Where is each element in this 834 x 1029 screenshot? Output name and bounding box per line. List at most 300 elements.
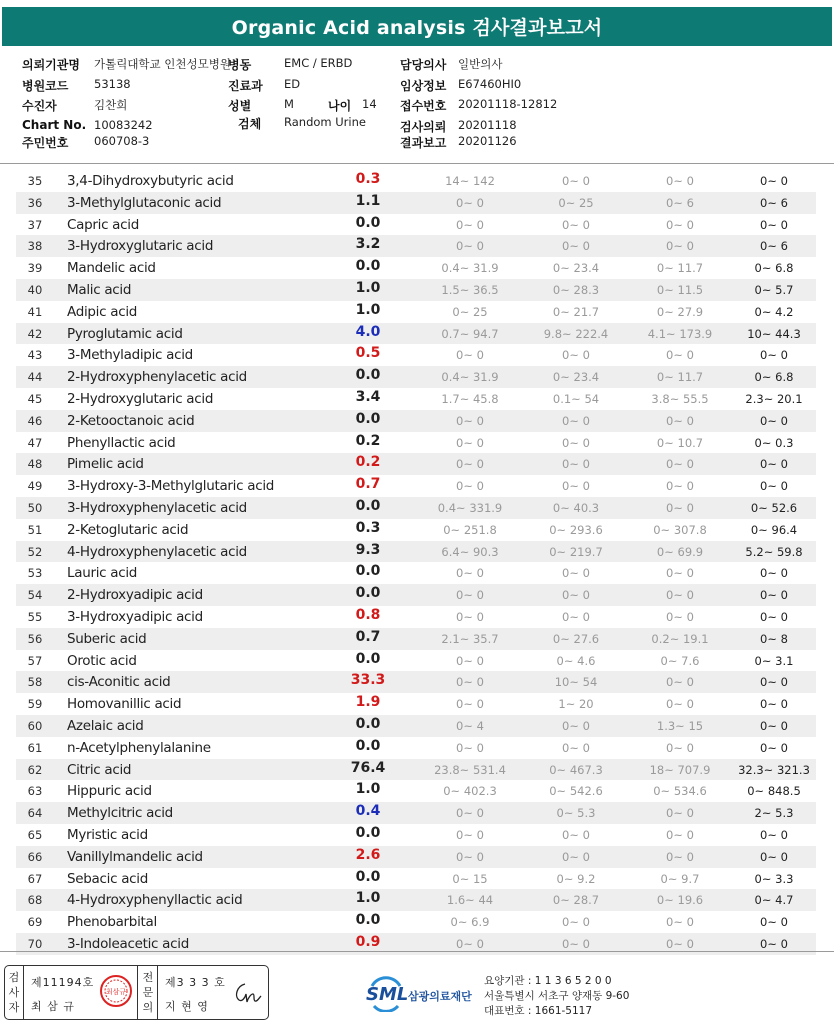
analyte-name: Suberic acid	[67, 630, 147, 647]
reference-range-2: 9.8~ 222.4	[543, 326, 609, 341]
examinee-label: 수진자	[22, 99, 57, 113]
reference-range-2: 0~ 0	[562, 239, 590, 254]
reference-range-2: 0~ 0	[562, 348, 590, 363]
table-row	[16, 562, 816, 584]
resident-label: 주민번호	[22, 136, 69, 150]
reference-range-1: 0~ 0	[456, 457, 484, 472]
result-value: 76.4	[350, 759, 386, 776]
reference-range-3: 0~ 0	[666, 479, 694, 494]
analyte-name: cis-Aconitic acid	[67, 674, 171, 691]
reference-range-2: 0~ 23.4	[552, 370, 600, 385]
row-number: 65	[27, 827, 43, 842]
reference-range-2: 0~ 25	[558, 195, 594, 210]
reference-range-3: 0~ 0	[666, 457, 694, 472]
result-value: 0.8	[355, 606, 381, 623]
sex-label: 성별	[228, 99, 252, 113]
row-number: 54	[27, 588, 43, 603]
analyte-name: 4-Hydroxyphenyllactic acid	[67, 892, 243, 909]
analyte-name: Phenyllactic acid	[67, 434, 176, 451]
analyte-name: 3-Hydroxyphenylacetic acid	[67, 499, 247, 516]
row-number: 67	[27, 871, 43, 886]
result-value: 1.0	[355, 279, 381, 296]
table-row	[16, 475, 816, 497]
reference-range-1: 0~ 0	[456, 675, 484, 690]
analyte-name: Lauric acid	[67, 565, 138, 582]
table-row	[16, 344, 816, 366]
inspector-role: 검사자	[8, 971, 20, 1014]
reference-range-1: 0.4~ 331.9	[437, 500, 503, 515]
reference-range-4: 0~ 0	[760, 740, 788, 755]
reference-range-1: 0~ 0	[456, 936, 484, 951]
reference-range-3: 0~ 11.7	[656, 261, 704, 276]
result-value: 0.0	[355, 715, 381, 732]
reference-range-2: 0~ 0	[562, 609, 590, 624]
analyte-name: Azelaic acid	[67, 717, 144, 734]
org-name: 삼광의료재단	[408, 990, 472, 1003]
analyte-name: n-Acetylphenylalanine	[67, 739, 211, 756]
analyte-name: 3-Methyladipic acid	[67, 347, 193, 364]
reference-range-1: 2.1~ 35.7	[441, 631, 499, 646]
clinical-label: 임상정보	[400, 79, 447, 93]
reference-range-1: 1.6~ 44	[446, 893, 494, 908]
result-value: 1.0	[355, 781, 381, 798]
table-row	[16, 802, 816, 824]
analyte-name: 3-Hydroxyadipic acid	[67, 608, 203, 625]
reference-range-1: 0~ 0	[456, 609, 484, 624]
table-row	[16, 453, 816, 475]
reference-range-4: 0~ 0	[760, 457, 788, 472]
analyte-name: Malic acid	[67, 281, 132, 298]
doctor-role: 전문의	[142, 971, 154, 1014]
result-value: 0.0	[355, 410, 381, 427]
row-number: 55	[27, 609, 43, 624]
reference-range-3: 0~ 11.5	[656, 282, 704, 297]
result-value: 0.2	[355, 432, 381, 449]
reference-range-4: 0~ 0	[760, 174, 788, 188]
reference-range-4: 0~ 52.6	[750, 500, 798, 515]
reference-range-1: 0~ 0	[456, 849, 484, 864]
table-row	[16, 584, 816, 606]
reference-range-1: 0~ 0	[456, 239, 484, 254]
examinee-value: 김찬희	[94, 98, 128, 112]
table-row	[16, 846, 816, 868]
reference-range-4: 0~ 0	[760, 413, 788, 428]
analyte-name: 2-Ketoglutaric acid	[67, 521, 189, 538]
result-value: 1.1	[355, 192, 381, 209]
table-row	[16, 737, 816, 759]
handwritten-signature-icon	[231, 980, 263, 1006]
table-row	[16, 497, 816, 519]
result-value: 9.3	[355, 541, 381, 558]
reference-range-1: 0~ 0	[456, 479, 484, 494]
row-number: 50	[27, 500, 43, 515]
row-number: 45	[27, 391, 43, 406]
row-number: 41	[27, 304, 43, 319]
hospital-code-value: 53138	[94, 77, 131, 91]
reference-range-1: 0~ 251.8	[443, 522, 497, 537]
reference-range-3: 0~ 0	[666, 827, 694, 842]
signature-separator	[157, 966, 158, 1019]
reference-range-4: 0~ 6.8	[754, 261, 794, 276]
reference-range-3: 0.2~ 19.1	[651, 631, 709, 646]
reference-range-3: 0~ 0	[666, 849, 694, 864]
reference-range-3: 0~ 27.9	[656, 304, 704, 319]
doctor-license: 제3 3 3 호	[165, 976, 226, 989]
reference-range-1: 0~ 0	[456, 740, 484, 755]
reference-range-3: 0~ 0	[666, 806, 694, 821]
table-row	[16, 214, 816, 236]
sex-value: M	[284, 97, 294, 111]
reference-range-1: 6.4~ 90.3	[441, 544, 499, 559]
reference-range-3: 0~ 69.9	[656, 544, 704, 559]
reference-range-1: 0~ 0	[456, 217, 484, 232]
reference-range-2: 0~ 0	[562, 457, 590, 472]
chart-value: 10083242	[94, 118, 153, 132]
reference-range-2: 0~ 0	[562, 849, 590, 864]
reference-range-2: 0~ 23.4	[552, 261, 600, 276]
reference-range-1: 0~ 4	[456, 718, 484, 733]
reference-range-4: 5.2~ 59.8	[745, 544, 803, 559]
analyte-name: 2-Ketooctanoic acid	[67, 412, 195, 429]
table-row	[16, 911, 816, 933]
table-row	[16, 323, 816, 345]
table-row	[16, 410, 816, 432]
reference-range-2: 0~ 0	[562, 435, 590, 450]
reference-range-2: 0~ 0	[562, 479, 590, 494]
result-value: 0.0	[355, 214, 381, 231]
dept-value: ED	[284, 77, 301, 91]
seal-icon	[99, 974, 133, 1008]
analyte-name: Methylcitric acid	[67, 805, 173, 822]
table-row	[16, 671, 816, 693]
reference-range-3: 0~ 534.6	[653, 784, 707, 799]
reference-range-1: 0~ 15	[452, 871, 488, 886]
footer-divider	[0, 951, 834, 952]
reference-range-4: 10~ 44.3	[747, 326, 801, 341]
reference-range-3: 0~ 0	[666, 239, 694, 254]
reference-range-2: 0~ 0	[562, 217, 590, 232]
reference-range-3: 0~ 0	[666, 609, 694, 624]
analyte-name: Homovanillic acid	[67, 696, 182, 713]
reference-range-2: 0.1~ 54	[552, 391, 600, 406]
reference-range-4: 0~ 0	[760, 566, 788, 581]
analyte-name: Myristic acid	[67, 826, 148, 843]
reference-range-2: 0~ 293.6	[549, 522, 603, 537]
row-number: 57	[27, 653, 43, 668]
reference-range-1: 0~ 0	[456, 435, 484, 450]
analyte-name: 2-Hydroxyadipic acid	[67, 587, 203, 604]
row-number: 58	[27, 675, 43, 690]
patient-header	[22, 54, 822, 154]
table-row	[16, 824, 816, 846]
reference-range-2: 0~ 9.2	[556, 871, 596, 886]
reference-range-3: 0~ 0	[666, 174, 694, 188]
reference-range-3: 3.8~ 55.5	[651, 391, 709, 406]
ward-value: EMC / ERBD	[284, 56, 353, 70]
reference-range-3: 0~ 11.7	[656, 370, 704, 385]
reference-range-4: 0~ 0	[760, 588, 788, 603]
reference-range-1: 0~ 0	[456, 653, 484, 668]
reference-range-2: 0~ 28.3	[552, 282, 600, 297]
result-value: 0.4	[355, 803, 381, 820]
result-value: 1.0	[355, 890, 381, 907]
reference-range-3: 4.1~ 173.9	[647, 326, 713, 341]
reference-range-2: 0~ 0	[562, 413, 590, 428]
signature-separator	[137, 966, 138, 1019]
result-value: 0.0	[355, 650, 381, 667]
row-number: 47	[27, 435, 43, 450]
reference-range-4: 0~ 0	[760, 217, 788, 232]
reference-range-4: 0~ 3.3	[754, 871, 794, 886]
result-value: 0.0	[355, 868, 381, 885]
resident-value: 060708-3	[94, 134, 150, 148]
table-row	[16, 628, 816, 650]
reference-range-3: 0~ 0	[666, 740, 694, 755]
analyte-name: Phenobarbital	[67, 914, 157, 931]
row-number: 62	[27, 762, 43, 777]
row-number: 49	[27, 479, 43, 494]
reference-range-2: 0~ 0	[562, 915, 590, 930]
analyte-name: Orotic acid	[67, 652, 137, 669]
row-number: 56	[27, 631, 43, 646]
reference-range-2: 0~ 40.3	[552, 500, 600, 515]
row-number: 46	[27, 413, 43, 428]
reference-range-3: 0~ 0	[666, 566, 694, 581]
result-value: 0.0	[355, 824, 381, 841]
reference-range-3: 1.3~ 15	[656, 718, 704, 733]
reference-range-3: 0~ 0	[666, 915, 694, 930]
reference-range-3: 0~ 0	[666, 348, 694, 363]
reference-range-3: 0~ 7.6	[660, 653, 700, 668]
row-number: 64	[27, 806, 43, 821]
inspector-license: 제11194호	[31, 976, 95, 989]
analyte-name: Adipic acid	[67, 303, 138, 320]
reference-range-3: 0~ 0	[666, 500, 694, 515]
result-value: 0.0	[355, 563, 381, 580]
age-label: 나이	[328, 99, 352, 113]
doctor-name: 지 현 영	[165, 1000, 209, 1013]
reference-range-1: 0~ 402.3	[443, 784, 497, 799]
reference-range-1: 0~ 0	[456, 806, 484, 821]
table-row	[16, 889, 816, 911]
reference-range-2: 0~ 0	[562, 566, 590, 581]
reference-range-4: 0~ 0	[760, 718, 788, 733]
reference-range-1: 23.8~ 531.4	[434, 762, 506, 777]
reference-range-3: 0~ 0	[666, 675, 694, 690]
facility-code: 요양기관 : 1 1 3 6 5 2 0 0	[484, 975, 612, 987]
reference-range-3: 0~ 0	[666, 588, 694, 603]
reference-range-3: 0~ 0	[666, 936, 694, 951]
specimen-label: 검체	[238, 117, 262, 131]
analyte-name: Mandelic acid	[67, 260, 156, 277]
signature-box	[4, 965, 269, 1020]
report-title: Organic Acid analysis 검사결과보고서	[2, 7, 832, 46]
doctor-label: 담당의사	[400, 58, 447, 72]
row-number: 36	[27, 195, 43, 210]
table-row	[16, 693, 816, 715]
result-value: 0.0	[355, 258, 381, 275]
reference-range-4: 2.3~ 20.1	[745, 391, 803, 406]
analyte-name: 3-Hydroxy-3-Methylglutaric acid	[67, 478, 275, 495]
dept-label: 진료과	[228, 79, 263, 93]
result-value: 2.6	[355, 846, 381, 863]
row-number: 35	[27, 174, 43, 188]
reference-range-2: 0~ 0	[562, 588, 590, 603]
table-row	[16, 432, 816, 454]
table-row	[16, 715, 816, 737]
table-row	[16, 759, 816, 781]
reference-range-3: 0~ 6	[666, 195, 694, 210]
reference-range-2: 0~ 0	[562, 740, 590, 755]
report-date-label: 결과보고	[400, 136, 447, 150]
reference-range-4: 0~ 6.8	[754, 370, 794, 385]
logo-text: SML	[366, 984, 409, 1005]
result-value: 0.2	[355, 454, 381, 471]
reference-range-1: 0~ 6.9	[450, 915, 490, 930]
reference-range-2: 0~ 542.6	[549, 784, 603, 799]
reference-range-1: 1.7~ 45.8	[441, 391, 499, 406]
analyte-name: 3-Hydroxyglutaric acid	[67, 238, 214, 255]
result-value: 4.0	[355, 323, 381, 340]
analyte-name: 3,4-Dihydroxybutyric acid	[67, 173, 234, 189]
header-divider	[0, 163, 834, 164]
result-value: 0.3	[355, 519, 381, 536]
table-row	[16, 519, 816, 541]
reference-range-1: 0~ 0	[456, 827, 484, 842]
result-value: 3.2	[355, 236, 381, 253]
reference-range-4: 0~ 0	[760, 827, 788, 842]
row-number: 60	[27, 718, 43, 733]
row-number: 51	[27, 522, 43, 537]
result-value: 0.0	[355, 497, 381, 514]
reference-range-4: 0~ 4.2	[754, 304, 794, 319]
specimen-value: Random Urine	[284, 115, 366, 129]
analyte-name: 2-Hydroxyglutaric acid	[67, 390, 214, 407]
row-number: 44	[27, 370, 43, 385]
reference-range-1: 0~ 0	[456, 413, 484, 428]
result-value: 0.0	[355, 585, 381, 602]
result-value: 0.9	[355, 933, 381, 950]
table-row	[16, 192, 816, 214]
reference-range-1: 0~ 25	[452, 304, 488, 319]
reference-range-4: 2~ 5.3	[754, 806, 794, 821]
row-number: 53	[27, 566, 43, 581]
reference-range-1: 0.4~ 31.9	[441, 261, 499, 276]
reference-range-4: 0~ 0	[760, 675, 788, 690]
hospital-code-label: 병원코드	[22, 79, 69, 93]
reference-range-2: 1~ 20	[558, 697, 594, 712]
reference-range-1: 14~ 142	[445, 174, 495, 188]
table-row	[16, 301, 816, 323]
analyte-name: Capric acid	[67, 216, 139, 233]
table-row	[16, 366, 816, 388]
reference-range-4: 0~ 848.5	[747, 784, 801, 799]
inspector-name: 최 삼 규	[31, 1000, 75, 1013]
reference-range-3: 0~ 9.7	[660, 871, 700, 886]
result-value: 0.0	[355, 737, 381, 754]
row-number: 52	[27, 544, 43, 559]
institution-label: 의뢰기관명	[22, 58, 80, 72]
reference-range-1: 0~ 0	[456, 195, 484, 210]
reference-range-1: 0.4~ 31.9	[441, 370, 499, 385]
reference-range-3: 0~ 10.7	[656, 435, 704, 450]
reference-range-4: 0~ 0	[760, 479, 788, 494]
result-value: 0.5	[355, 345, 381, 362]
reference-range-2: 0~ 0	[562, 174, 590, 188]
reference-range-2: 0~ 4.6	[556, 653, 596, 668]
row-number: 68	[27, 893, 43, 908]
reference-range-1: 0~ 0	[456, 588, 484, 603]
analyte-name: Vanillylmandelic acid	[67, 848, 203, 865]
age-value: 14	[362, 97, 377, 111]
result-value: 1.0	[355, 301, 381, 318]
reference-range-1: 0.7~ 94.7	[441, 326, 499, 341]
row-number: 37	[27, 217, 43, 232]
table-row	[16, 606, 816, 628]
ward-label: 병동	[228, 58, 252, 72]
reference-range-4: 0~ 0	[760, 609, 788, 624]
result-value: 0.0	[355, 367, 381, 384]
row-number: 39	[27, 261, 43, 276]
reference-range-4: 0~ 6	[760, 195, 788, 210]
analyte-name: Hippuric acid	[67, 783, 152, 800]
table-row	[16, 868, 816, 890]
row-number: 43	[27, 348, 43, 363]
reference-range-3: 0~ 19.6	[656, 893, 704, 908]
seal-text: 최삼규	[105, 988, 127, 996]
result-value: 3.4	[355, 388, 381, 405]
result-value: 0.0	[355, 912, 381, 929]
reference-range-2: 0~ 219.7	[549, 544, 603, 559]
reference-range-2: 10~ 54	[554, 675, 598, 690]
reference-range-4: 0~ 5.7	[754, 282, 794, 297]
analyte-name: 2-Hydroxyphenylacetic acid	[67, 369, 247, 386]
analyte-name: 4-Hydroxyphenylacetic acid	[67, 543, 247, 560]
table-row	[16, 279, 816, 301]
reference-range-2: 0~ 0	[562, 827, 590, 842]
request-value: 20201118	[458, 118, 517, 132]
analyte-name: 3-Indoleacetic acid	[67, 935, 189, 952]
analyte-name: Pimelic acid	[67, 456, 144, 473]
reference-range-4: 0~ 96.4	[750, 522, 798, 537]
table-row	[16, 170, 816, 192]
row-number: 63	[27, 784, 43, 799]
clinical-value: E67460HI0	[458, 77, 522, 91]
result-value: 0.7	[355, 476, 381, 493]
reference-range-2: 0~ 0	[562, 718, 590, 733]
row-number: 40	[27, 282, 43, 297]
reference-range-3: 0~ 0	[666, 413, 694, 428]
table-row	[16, 235, 816, 257]
address: 서울특별시 서초구 양재동 9-60	[484, 990, 630, 1002]
receipt-value: 20201118-12812	[458, 97, 558, 111]
reference-range-3: 18~ 707.9	[649, 762, 711, 777]
table-row	[16, 650, 816, 672]
table-row	[16, 388, 816, 410]
table-row	[16, 780, 816, 802]
reference-range-2: 0~ 0	[562, 936, 590, 951]
request-label: 검사의뢰	[400, 120, 447, 134]
chart-label: Chart No.	[22, 118, 87, 132]
row-number: 42	[27, 326, 43, 341]
report-date-value: 20201126	[458, 134, 517, 148]
reference-range-4: 0~ 0	[760, 936, 788, 951]
row-number: 48	[27, 457, 43, 472]
reference-range-1: 0~ 0	[456, 348, 484, 363]
reference-range-1: 0~ 0	[456, 566, 484, 581]
reference-range-4: 0~ 0	[760, 915, 788, 930]
reference-range-4: 0~ 0	[760, 697, 788, 712]
